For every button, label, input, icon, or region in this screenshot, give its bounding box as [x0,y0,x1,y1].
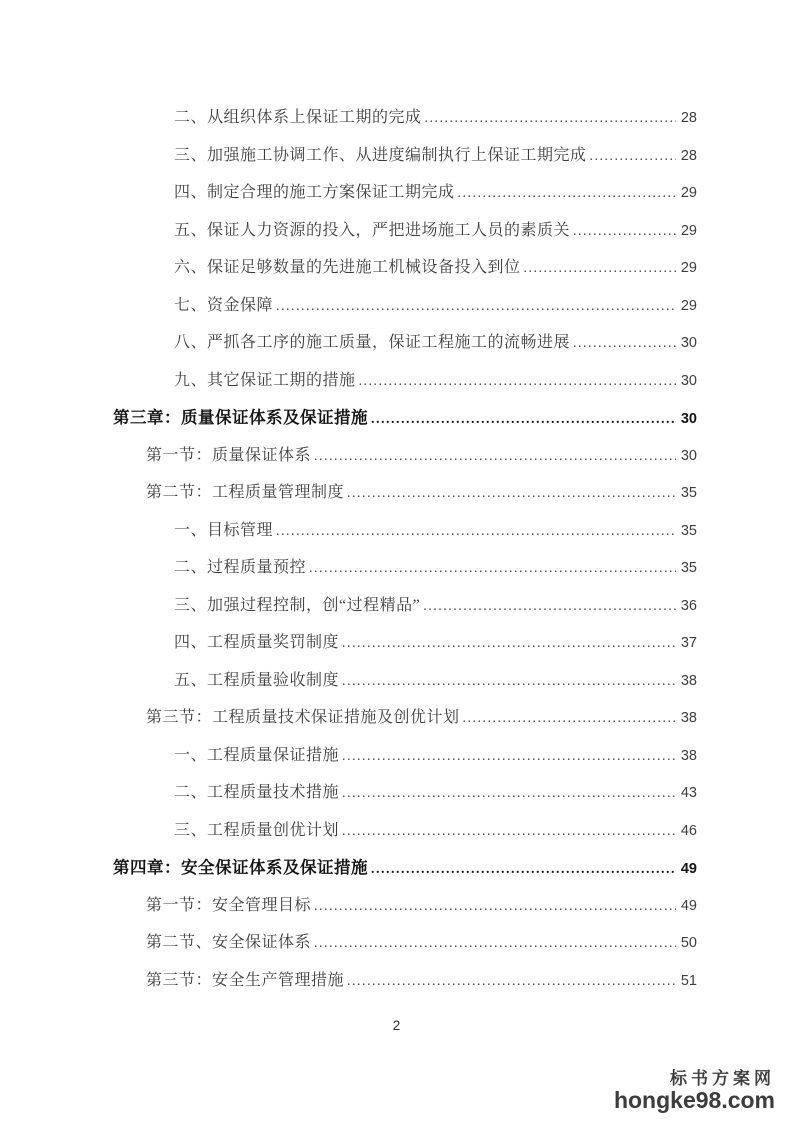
toc-entry-label: 第一节：安全管理目标 [146,896,312,914]
toc-entry[interactable] [174,512,697,550]
toc-entry-label: 九、其它保证工期的措施 [174,371,356,389]
toc-entry-label: 第一节：质量保证体系 [146,446,312,464]
toc-entry-label: 第三节：工程质量技术保证措施及创优计划 [146,709,460,726]
toc-entry-label: 第三章：质量保证体系及保证措施 [113,408,368,427]
toc-entry-label: 五、保证人力资源的投入，严把进场施工人员的素质关 [174,221,571,239]
toc-entry[interactable] [146,474,697,512]
toc-entry[interactable] [146,924,697,962]
toc-entry-label: 四、工程质量奖罚制度 [174,634,340,651]
toc-entry-page-number: 30 [680,411,697,427]
toc-entry-page-number: 30 [680,335,697,351]
toc-entry[interactable] [174,249,697,287]
toc-entry-label: 三、加强过程控制，创“过程精品” [174,596,421,614]
toc-entry-page-number: 38 [680,747,697,764]
toc-entry-page-number: 49 [680,897,697,914]
toc-entry-label: 第四章：安全保证体系及保证措施 [113,858,368,877]
toc-entry-label: 第三节：安全生产管理措施 [146,971,345,989]
toc-dot-leader [342,738,676,776]
toc-dot-leader [314,925,676,963]
toc-dot-leader [458,175,676,213]
toc-entry-label: 八、严抓各工序的施工质量，保证工程施工的流畅进展 [174,334,571,351]
toc-entry-label: 一、目标管理 [174,521,274,539]
toc-entry[interactable] [174,737,697,775]
toc-entry-page-number: 38 [680,710,697,726]
toc-entry-label: 二、从组织体系上保证工期的完成 [174,109,422,126]
toc-entry-label: 三、加强施工协调工作、从进度编制执行上保证工期完成 [174,146,587,164]
toc-entry-label: 二、工程质量技术措施 [174,784,340,801]
toc-entry[interactable] [174,137,697,175]
toc-dot-leader [314,438,676,476]
toc-entry-label: 六、保证足够数量的先进施工机械设备投入到位 [174,259,521,276]
toc-entry[interactable] [146,437,697,475]
toc-entry-page-number: 30 [680,372,697,389]
toc-entry-page-number: 38 [680,672,697,689]
toc-entry[interactable] [174,362,697,400]
toc-dot-leader [425,100,676,138]
toc-entry[interactable] [146,699,697,737]
toc-dot-leader [347,963,676,1001]
toc-dot-leader [359,363,676,401]
toc-entry[interactable] [174,324,697,362]
toc-dot-leader [371,851,676,889]
watermark-site-name: 标书方案网 [670,1069,775,1089]
toc-entry-label: 四、制定合理的施工方案保证工期完成 [174,184,455,201]
toc-dot-leader [371,401,676,439]
toc-entry[interactable] [174,287,697,325]
toc-entry-page-number: 35 [680,485,697,501]
toc-entry-page-number: 29 [680,260,697,276]
toc-entry-label: 二、过程质量预控 [174,559,307,576]
toc-dot-leader [314,888,676,926]
toc-dot-leader [590,138,676,176]
toc-entry[interactable] [174,624,697,662]
toc-dot-leader [573,213,676,251]
toc-entry[interactable] [174,212,697,250]
toc-entry-label: 一、工程质量保证措施 [174,746,340,764]
toc-entry-page-number: 28 [680,110,697,126]
toc-entry-label: 第二节：工程质量管理制度 [146,484,345,501]
toc-entry[interactable] [174,549,697,587]
toc-dot-leader [342,775,676,813]
toc-entry-page-number: 50 [680,935,697,951]
toc-entry-label: 五、工程质量验收制度 [174,671,340,689]
toc-entry[interactable] [146,962,697,1000]
toc-entry-page-number: 51 [680,972,697,989]
toc-entry-page-number: 35 [680,560,697,576]
toc-entry-label: 七、资金保障 [174,296,274,314]
toc-dot-leader [463,700,676,738]
toc-entry[interactable] [174,812,697,850]
toc-entry-page-number: 29 [680,222,697,239]
toc-entry[interactable] [146,887,697,925]
toc-list [0,99,793,999]
toc-dot-leader [342,813,676,851]
toc-entry-page-number: 49 [680,861,697,877]
toc-entry-page-number: 35 [680,522,697,539]
toc-entry-page-number: 43 [680,785,697,801]
toc-dot-leader [276,513,676,551]
toc-entry-page-number: 46 [680,822,697,839]
watermark [614,1070,775,1112]
toc-entry[interactable] [113,399,697,437]
toc-entry-page-number: 36 [680,597,697,614]
toc-dot-leader [524,250,676,288]
toc-entry-page-number: 37 [680,635,697,651]
toc-entry[interactable] [113,849,697,887]
toc-entry[interactable] [174,587,697,625]
toc-entry-page-number: 30 [680,447,697,464]
watermark-site-url: hongke98.com [613,1086,775,1113]
toc-dot-leader [347,475,676,513]
toc-entry[interactable] [174,99,697,137]
toc-dot-leader [573,325,676,363]
toc-dot-leader [423,588,676,626]
toc-entry-page-number: 29 [680,185,697,201]
toc-entry-label: 三、工程质量创优计划 [174,821,340,839]
toc-dot-leader [309,550,676,588]
toc-dot-leader [276,288,676,326]
toc-dot-leader [342,625,676,663]
toc-entry-page-number: 29 [680,297,697,314]
toc-dot-leader [342,663,676,701]
toc-entry-page-number: 28 [680,147,697,164]
page-number: 2 [392,1018,401,1033]
toc-entry[interactable] [174,662,697,700]
toc-entry[interactable] [174,774,697,812]
toc-entry-label: 第二节、安全保证体系 [146,934,312,951]
toc-entry[interactable] [174,174,697,212]
